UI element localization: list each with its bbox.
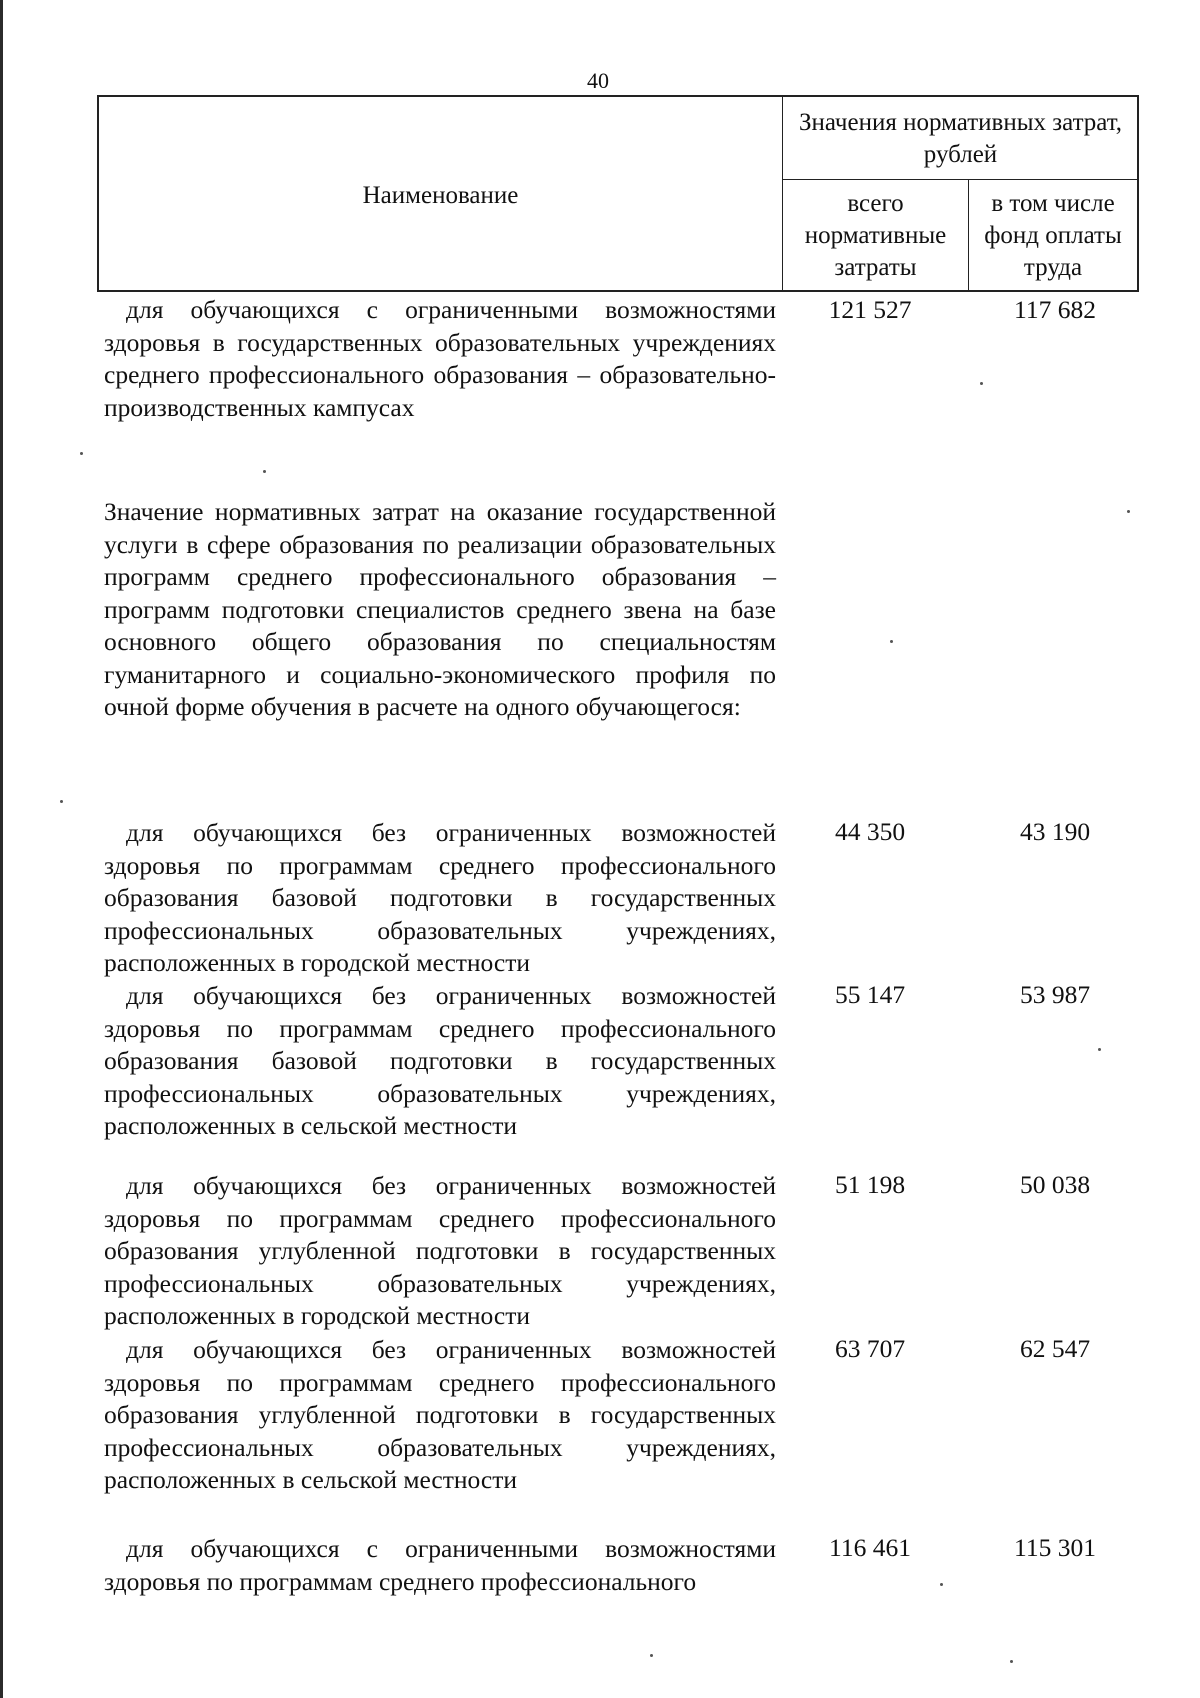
header-values-group: Значения нормативных затрат, рублей: [798, 109, 1123, 168]
table-row-text: для обучающихся без ограниченных возможностей здоровья по программам среднего профессионального образования базовой подготовки в государственных профессиональных образовательных учреждениях, расположенных в сельской местности: [104, 981, 776, 1140]
table-row-total: 44 350: [834, 817, 906, 846]
table-row-total: 63 707: [834, 1334, 906, 1363]
page-number: 40: [587, 68, 609, 93]
scan-speck: [890, 640, 893, 643]
scan-speck: [980, 382, 983, 385]
table-row-total: 116 461: [829, 1533, 911, 1562]
table-row-wage: 115 301: [1014, 1533, 1096, 1562]
table-row-wage: 53 987: [1019, 980, 1091, 1009]
scan-speck: [1127, 510, 1130, 513]
table-header: [97, 95, 1139, 292]
section-description: Значение нормативных затрат на оказание государственной услуги в сфере образования по реализации образовательных программ среднего профессионального образования – программ подготовки специалистов среднего звена на базе основного общего образования по специальностям гуманитарного и социально-экономического профиля по очной форме обучения в расчете на одного обучающегося:: [104, 497, 776, 721]
table-row-total: 55 147: [834, 980, 906, 1009]
header-name-column: Наименование: [362, 182, 519, 209]
table-row-total: 121 527: [828, 295, 912, 324]
table-row-wage: 50 038: [1019, 1170, 1091, 1199]
scan-edge: [0, 0, 3, 1698]
table-row-text: для обучающихся без ограниченных возможностей здоровья по программам среднего профессионального образования углубленной подготовки в государственных профессиональных образовательных учреждениях, расположенных в городской местности: [104, 1171, 776, 1330]
table-row-text: для обучающихся без ограниченных возможностей здоровья по программам среднего профессионального образования базовой подготовки в государственных профессиональных образовательных учреждениях, расположенных в городской местности: [104, 818, 776, 977]
scan-speck: [80, 452, 83, 455]
scan-speck: [1098, 1048, 1101, 1051]
table-row-total: 51 198: [834, 1170, 906, 1199]
scan-speck: [940, 1583, 943, 1586]
header-divider: [782, 179, 1137, 180]
scan-speck: [1010, 1660, 1013, 1663]
header-total-column: всего нормативные затраты: [804, 190, 947, 281]
table-row-wage: 117 682: [1014, 295, 1096, 324]
header-wage-column: в том числе фонд оплаты труда: [984, 190, 1122, 281]
table-row-wage: 43 190: [1019, 817, 1091, 846]
scan-speck: [60, 800, 63, 803]
table-row-text: для обучающихся с ограниченными возможностями здоровья по программам среднего профессионального: [104, 1534, 776, 1596]
table-row-text: для обучающихся без ограниченных возможностей здоровья по программам среднего профессионального образования углубленной подготовки в государственных профессиональных образовательных учреждениях, расположенных в сельской местности: [104, 1335, 776, 1494]
table-row-wage: 62 547: [1019, 1334, 1091, 1363]
scan-speck: [263, 470, 266, 473]
table-row-text: для обучающихся с ограниченными возможностями здоровья в государственных образовательных учреждениях среднего профессионального образования – образовательно-производственных кампусах: [104, 295, 776, 422]
scan-speck: [650, 1654, 653, 1657]
